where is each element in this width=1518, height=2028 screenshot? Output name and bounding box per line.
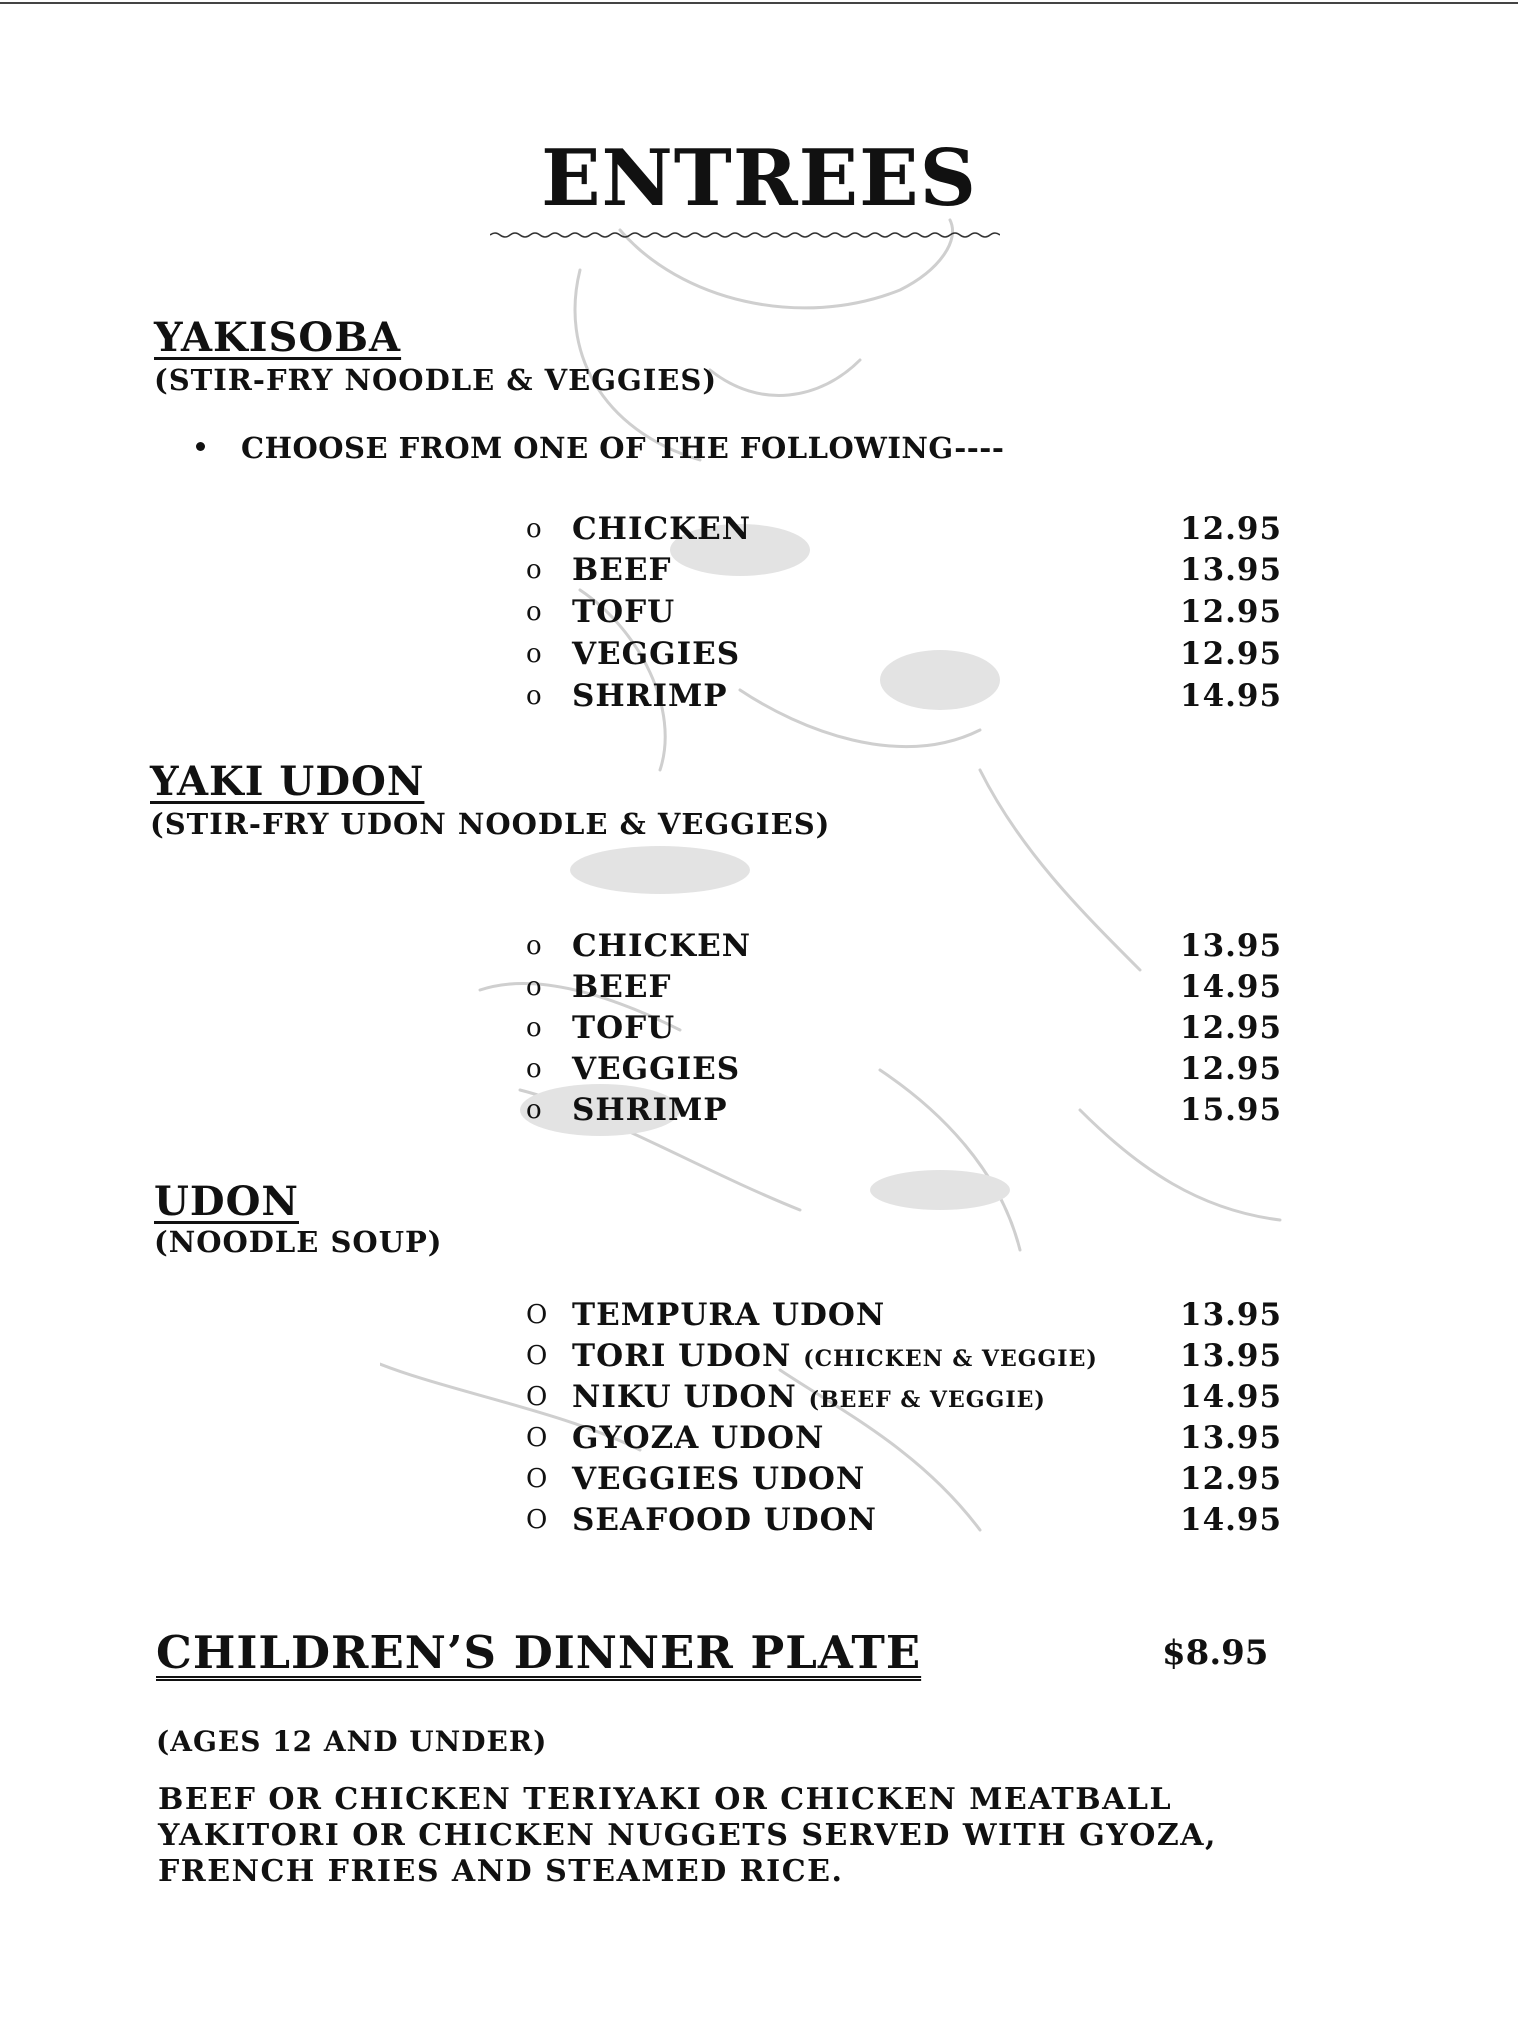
scan-edge-line	[0, 2, 1518, 4]
item-name-text: TEMPURA UDON	[572, 1297, 886, 1333]
choose-instruction-text: CHOOSE FROM ONE OF THE FOLLOWING----	[241, 431, 1005, 465]
item-price: 13.95	[1180, 1297, 1283, 1333]
circle-bullet-icon: o	[526, 639, 543, 669]
item-name	[572, 1500, 877, 1540]
bullet-icon	[196, 442, 205, 451]
item-name: BEEF	[572, 969, 672, 1005]
children-plate-description	[158, 1782, 1338, 1890]
circle-bullet-icon: O	[526, 1382, 549, 1412]
item-price: 15.95	[1180, 1092, 1283, 1128]
item-name-text: SEAFOOD UDON	[572, 1502, 878, 1538]
section-subtitle-yakisoba: (STIR-FRY NOODLE & VEGGIES)	[154, 363, 718, 397]
choose-instruction	[196, 431, 1005, 465]
item-price: 12.95	[1180, 511, 1283, 547]
children-age-note: (AGES 12 AND UNDER)	[156, 1725, 548, 1758]
circle-bullet-icon: o	[526, 555, 543, 585]
item-name: SHRIMP	[572, 678, 728, 714]
item-price: 14.95	[1180, 1379, 1283, 1415]
item-name	[572, 1418, 824, 1458]
circle-bullet-icon: o	[526, 597, 543, 627]
item-name: CHICKEN	[572, 928, 752, 964]
item-name: TOFU	[572, 594, 676, 630]
item-name-text: GYOZA UDON	[572, 1420, 825, 1456]
section-subtitle-yaki-udon: (STIR-FRY UDON NOODLE & VEGGIES)	[150, 807, 831, 841]
circle-bullet-icon: O	[526, 1505, 549, 1535]
section-title-udon: UDON	[154, 1178, 299, 1225]
item-price: 13.95	[1180, 1338, 1283, 1374]
circle-bullet-icon: O	[526, 1341, 549, 1371]
circle-bullet-icon: o	[526, 514, 543, 544]
circle-bullet-icon: O	[526, 1300, 549, 1330]
item-price: 12.95	[1180, 1010, 1283, 1046]
section-title-yakisoba: YAKISOBA	[154, 314, 402, 361]
item-name: VEGGIES	[572, 636, 741, 672]
item-price: 14.95	[1180, 678, 1283, 714]
section-title-yaki-udon: YAKI UDON	[150, 758, 425, 805]
circle-bullet-icon: o	[526, 1054, 543, 1084]
item-note: (CHICKEN & VEGGIE)	[803, 1346, 1098, 1372]
item-price: 14.95	[1180, 969, 1283, 1005]
description-line: BEEF OR CHICKEN TERIYAKI OR CHICKEN MEATBALL	[158, 1782, 1173, 1817]
item-price: 12.95	[1180, 636, 1283, 672]
item-price: 13.95	[1180, 552, 1283, 588]
description-line: YAKITORI OR CHICKEN NUGGETS SERVED WITH GYOZA,	[158, 1818, 1217, 1853]
children-plate-title: CHILDREN’S DINNER PLATE	[156, 1626, 922, 1679]
item-name: TOFU	[572, 1010, 676, 1046]
circle-bullet-icon: o	[526, 1013, 543, 1043]
item-name: CHICKEN	[572, 511, 752, 547]
item-name: SHRIMP	[572, 1092, 728, 1128]
circle-bullet-icon: o	[526, 1095, 543, 1125]
circle-bullet-icon: O	[526, 1423, 549, 1453]
item-name	[572, 1295, 885, 1335]
section-subtitle-udon: (NOODLE SOUP)	[154, 1225, 443, 1259]
item-price: 12.95	[1180, 1461, 1283, 1497]
item-name: BEEF	[572, 552, 672, 588]
item-price: 12.95	[1180, 594, 1283, 630]
item-price: 12.95	[1180, 1051, 1283, 1087]
item-name-text: TORI UDON	[572, 1338, 792, 1374]
circle-bullet-icon: o	[526, 931, 543, 961]
circle-bullet-icon: o	[526, 972, 543, 1002]
item-name	[572, 1336, 1098, 1379]
circle-bullet-icon: o	[526, 681, 543, 711]
page-title: ENTREES	[541, 133, 977, 224]
item-name	[572, 1459, 865, 1499]
item-name-text: VEGGIES UDON	[572, 1461, 866, 1497]
title-underline-squiggle	[490, 230, 1000, 240]
item-price: 14.95	[1180, 1502, 1283, 1538]
item-note: (BEEF & VEGGIE)	[808, 1387, 1046, 1413]
circle-bullet-icon: O	[526, 1464, 549, 1494]
children-plate-price: $8.95	[1162, 1633, 1269, 1673]
item-name: VEGGIES	[572, 1051, 741, 1087]
description-line: FRENCH FRIES AND STEAMED RICE.	[158, 1854, 844, 1889]
item-price: 13.95	[1180, 1420, 1283, 1456]
item-price: 13.95	[1180, 928, 1283, 964]
item-name-text: NIKU UDON	[572, 1379, 797, 1415]
item-name	[572, 1377, 1046, 1420]
